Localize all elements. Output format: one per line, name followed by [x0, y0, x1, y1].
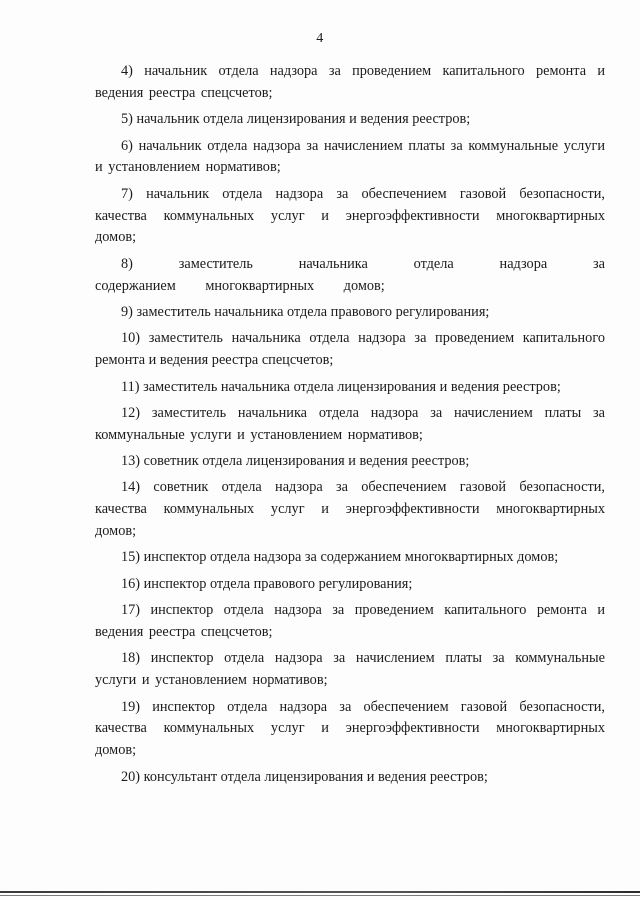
list-item-17: 17) инспектор отдела надзора за проведением капитального ремонта и ведения реестра спецсчетов;: [95, 602, 605, 641]
list-item-14: 14) советник отдела надзора за обеспечением газовой безопасности, качества коммунальных услуг и энергоэффективности многоквартирных домов;: [95, 479, 605, 540]
list-item-7: 7) начальник отдела надзора за обеспечением газовой безопасности, качества коммунальных услуг и энергоэффективности многоквартирных домов;: [95, 185, 605, 246]
scan-edge-line-lower: [0, 895, 640, 896]
list-item-6: 6) начальник отдела надзора за начислением платы за коммунальные услуги и установлением нормативов;: [95, 137, 605, 176]
list-item-5: 5) начальник отдела лицензирования и ведения реестров;: [121, 111, 471, 128]
list-item-4: 4) начальник отдела надзора за проведением капитального ремонта и ведения реестра спецсчетов;: [95, 63, 605, 101]
list-item-19: 19) инспектор отдела надзора за обеспечением газовой безопасности, качества коммунальных услуг и энергоэффективности многоквартирных домов;: [95, 698, 605, 759]
list-item-15: 15) инспектор отдела надзора за содержанием многоквартирных домов;: [121, 549, 559, 566]
list-item-9: 9) заместитель начальника отдела правового регулирования;: [121, 303, 490, 320]
list-item-10: 10) заместитель начальника отдела надзора за проведением капитального ремонта и ведения реестра спецсчетов;: [95, 330, 605, 369]
list-item-20: 20) консультант отдела лицензирования и ведения реестров;: [121, 768, 488, 785]
list-item-18: 18) инспектор отдела надзора за начислением платы за коммунальные услуги и установлением нормативов;: [95, 650, 605, 689]
list-item-12: 12) заместитель начальника отдела надзора за начислением платы за коммунальные услуги и установлением нормативов;: [95, 404, 605, 443]
page-number: 4: [316, 31, 324, 46]
list-item-16: 16) инспектор отдела правового регулирования;: [121, 575, 413, 592]
scan-edge-line: [0, 891, 640, 893]
list-item-11: 11) заместитель начальника отдела лицензирования и ведения реестров;: [121, 378, 561, 395]
list-item-13: 13) советник отдела лицензирования и ведения реестров;: [121, 453, 470, 470]
position-list: [95, 61, 605, 793]
list-item-8: 8) заместитель начальника отдела надзора за содержанием многоквартирных домов;: [95, 255, 605, 294]
